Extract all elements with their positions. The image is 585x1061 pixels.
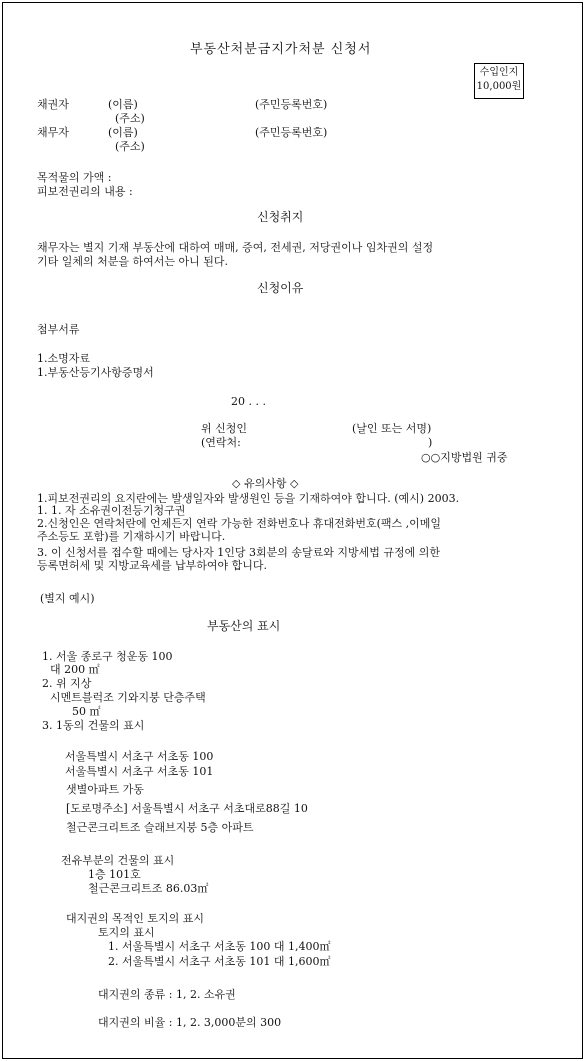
revenue-stamp-box	[474, 63, 524, 99]
note-line: 2.신청인은 연락처란에 언제든지 연락 가능한 전화번호나 휴대전화번호(팩스 ,이메일	[37, 517, 442, 530]
property-line: 대지권의 목적인 토지의 표시	[66, 912, 205, 925]
stamp-label: 수입인지	[479, 67, 519, 78]
creditor-reg-number: (주민등록번호)	[255, 98, 328, 111]
purpose-heading: 신청취지	[257, 210, 304, 224]
annex-heading: 부동산의 표시	[207, 619, 281, 633]
note-line: 1.피보전권리의 요지란에는 발생일자와 발생원인 등을 기재하여야 합니다. (예시) 2003.	[37, 492, 460, 505]
annex-label: (별지 예시)	[40, 592, 95, 605]
creditor-address: (주소)	[115, 112, 145, 125]
note-line: 3. 이 신청서를 접수할 때에는 당사자 1인당 3회분의 송달료와 지방세법 규정에 의한	[37, 546, 440, 559]
debtor-name: (이름)	[108, 126, 138, 139]
property-line: 1. 서울 종로구 청운동 100	[42, 650, 173, 663]
note-line: 등록면허세 및 지방교육세를 납부하여야 합니다.	[37, 559, 268, 572]
document-title: 부동산처분금지가처분 신청서	[190, 42, 372, 57]
property-line: 시멘트블럭조 기와지붕 단층주택	[50, 691, 206, 704]
application-date: 20 . . .	[231, 395, 266, 408]
contact-label: (연락처:	[201, 436, 241, 449]
attachment-item: 1.부동산등기사항증명서	[37, 366, 154, 379]
stamp-amount: 10,000원	[476, 81, 522, 92]
applicant-label: 위 신청인	[201, 422, 248, 435]
property-line: 2. 위 지상	[42, 677, 92, 690]
property-line: 2. 서울특별시 서초구 서초동 101 대 1,600㎡	[108, 955, 331, 968]
reason-heading: 신청이유	[257, 281, 304, 295]
purpose-line: 채무자는 별지 기재 부동산에 대하여 매매, 증여, 전세권, 저당권이나 임차권의 설정	[37, 241, 434, 254]
note-line: 주소등도 포함)를 기재하시기 바랍니다.	[37, 530, 226, 543]
notes-heading: ◇ 유의사항 ◇	[232, 477, 299, 490]
court-addressee: ○○지방법원 귀중	[421, 451, 508, 464]
property-line: 철근콘크리트조 86.03㎡	[88, 882, 209, 895]
property-line: 대 200 ㎡	[50, 663, 100, 676]
attachment-item: 1.소명자료	[37, 352, 90, 365]
target-value: 목적물의 가액 :	[37, 171, 112, 184]
property-line: 서울특별시 서초구 서초동 100	[65, 750, 214, 763]
purpose-line: 기타 일체의 처분을 하여서는 아니 된다.	[37, 255, 228, 268]
property-line: 1. 서울특별시 서초구 서초동 100 대 1,400㎡	[108, 940, 331, 953]
creditor-name: (이름)	[108, 98, 138, 111]
debtor-address: (주소)	[115, 140, 145, 153]
seal-or-signature: (날인 또는 서명)	[352, 422, 432, 435]
protected-right: 피보전권리의 내용 :	[37, 185, 133, 198]
property-line: 철근콘크리트조 슬래브지붕 5층 아파트	[66, 821, 254, 834]
note-line: 1. 1. 자 소유권이전등기청구권	[37, 504, 186, 517]
property-line: [도로명주소] 서울특별시 서초구 서초대로88길 10	[66, 802, 308, 815]
property-line: 3. 1동의 건물의 표시	[42, 719, 145, 732]
attachments-heading: 첨부서류	[37, 323, 80, 336]
property-line: 대지권의 종류 : 1, 2. 소유권	[98, 988, 236, 1001]
property-line: 토지의 표시	[98, 926, 155, 939]
property-line: 샛별아파트 가동	[66, 783, 144, 796]
property-line: 대지권의 비율 : 1, 2. 3,000분의 300	[98, 1016, 282, 1029]
property-line: 50 ㎡	[72, 705, 101, 718]
contact-close: )	[428, 436, 433, 449]
property-line: 서울특별시 서초구 서초동 101	[65, 765, 214, 778]
property-line: 전유부분의 건물의 표시	[61, 854, 175, 867]
debtor-reg-number: (주민등록번호)	[255, 126, 328, 139]
creditor-label: 채권자	[37, 98, 69, 111]
property-line: 1층 101호	[88, 868, 141, 881]
debtor-label: 채무자	[37, 126, 69, 139]
